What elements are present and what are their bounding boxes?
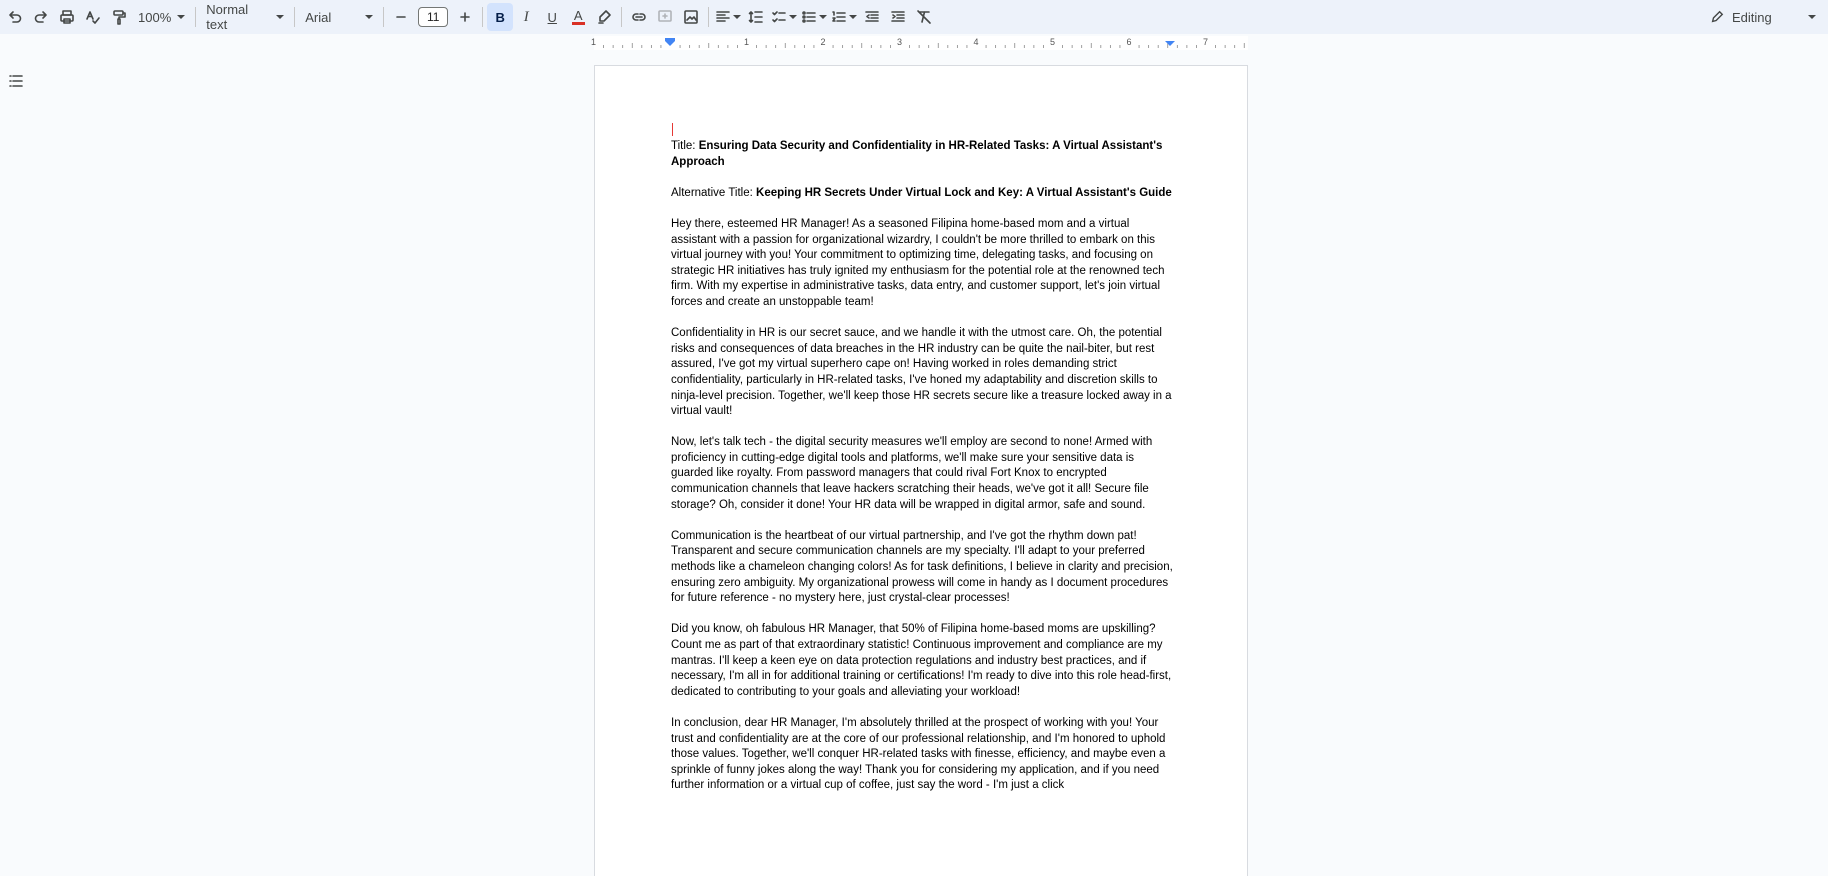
clear-formatting-button[interactable] <box>911 3 937 31</box>
body-paragraph: Hey there, esteemed HR Manager! As a seasoned Filipina home-based mom and a virtual assistant with a passion for organizational wizardry, I couldn't be more thrilled to embark on this virtual journey with you! Your commitment to optimizing time, delegating tasks, and focusing on strategic HR initiatives has truly ignited my enthusiasm for the potential role at the renowned tech firm. With my expertise in administrative tasks, data entry, and customer support, let's join virtual forces and create an unstoppable team! <box>671 217 1165 308</box>
document-title: Ensuring Data Security and Confidentiality in HR-Related Tasks: A Virtual Assistant's Approach <box>671 140 1163 168</box>
text-color-icon: A <box>573 7 583 23</box>
spellcheck-icon <box>85 9 101 25</box>
body-paragraph: Communication is the heartbeat of our virtual partnership, and I've got the rhythm down pat! Transparent and secure communication channels are my specialty. I'll adapt to your preferred methods like a chameleon changing colors! As for task definitions, I believe in clarity and precision, ensuring zero ambiguity. My organizational prowess will come in handy as I document procedures for future reference - no mystery here, just crystal-clear processes! <box>671 529 1173 605</box>
style-select[interactable] <box>200 3 290 31</box>
clear-formatting-icon <box>916 9 932 25</box>
alt-title: Keeping HR Secrets Under Virtual Lock and Key: A Virtual Assistant's Guide <box>756 186 1172 199</box>
redo-icon <box>33 9 49 25</box>
ruler-label: 1 <box>590 37 597 47</box>
font-value: Arial <box>305 9 332 25</box>
add-comment-button[interactable] <box>652 3 678 31</box>
link-icon <box>631 9 647 25</box>
chevron-down-icon <box>789 15 797 19</box>
line-spacing-icon <box>748 9 764 25</box>
zoom-value: 100% <box>138 9 172 25</box>
decrease-indent-icon <box>864 9 880 25</box>
document-body[interactable] <box>671 123 1173 810</box>
plus-icon <box>457 9 473 25</box>
chevron-down-icon <box>177 15 185 19</box>
divider <box>294 7 295 27</box>
print-icon <box>59 9 75 25</box>
bulleted-list-icon <box>801 9 817 25</box>
editing-mode-label: Editing <box>1732 9 1772 25</box>
editing-mode-button[interactable] <box>1710 3 1816 31</box>
insert-link-button[interactable] <box>626 3 652 31</box>
bold-button[interactable] <box>487 3 513 31</box>
document-outline-button[interactable] <box>4 69 28 93</box>
divider <box>482 7 483 27</box>
body-paragraph: Now, let's talk tech - the digital security measures we'll employ are second to none! Armed with proficiency in cutting-edge digital tools and platforms, we'll make sure your sensitive data is guarded like royalty. From password managers that could rival Fort Knox to encrypted communication channels that leave hackers scratching their heads, we've got it all! Secure file storage? Oh, consider it done! Your HR data will be wrapped in digital armor, safe and sound. <box>671 436 1153 511</box>
image-icon <box>683 9 699 25</box>
checklist-icon <box>771 9 787 25</box>
divider <box>383 7 384 27</box>
print-button[interactable] <box>54 3 80 31</box>
italic-icon: I <box>523 8 529 25</box>
undo-button[interactable] <box>2 3 28 31</box>
ruler[interactable] <box>0 34 1828 54</box>
chevron-down-icon <box>276 15 284 19</box>
alt-title-line <box>671 186 1173 202</box>
chevron-down-icon <box>1808 15 1816 19</box>
text-cursor <box>672 123 673 136</box>
highlight-color-button[interactable] <box>591 3 617 31</box>
increase-indent-icon <box>890 9 906 25</box>
insert-image-button[interactable] <box>678 3 704 31</box>
title-line <box>671 139 1173 170</box>
divider <box>621 7 622 27</box>
underline-icon: U <box>547 9 557 25</box>
body-paragraph: Confidentiality in HR is our secret sauce, and we handle it with the utmost care. Oh, the potential risks and consequences of data breaches in the HR industry can be quite the nail-biter, but rest assured, I've got my virtual superhero cape on! Having worked in roles demanding strict confidentiality, particularly in HR-related tasks, I've honed my adaptability and discretion skills to ninja-level precision. Together, we'll keep those HR secrets secure like a treasure locked away in a virtual vault! <box>671 327 1172 418</box>
bulleted-list-button[interactable] <box>799 3 829 31</box>
align-left-icon <box>715 9 731 25</box>
minus-icon <box>393 9 409 25</box>
chevron-down-icon <box>819 15 827 19</box>
bold-icon: B <box>495 9 505 25</box>
ruler-graphic <box>0 34 1828 54</box>
undo-icon <box>7 9 23 25</box>
title-label: Title: <box>671 140 699 152</box>
divider <box>195 7 196 27</box>
ruler-label: 1 <box>743 37 750 47</box>
redo-button[interactable] <box>28 3 54 31</box>
checklist-button[interactable] <box>769 3 799 31</box>
ruler-label: 7 <box>1202 37 1209 47</box>
document-page[interactable] <box>594 65 1248 876</box>
body-paragraph: In conclusion, dear HR Manager, I'm absolutely thrilled at the prospect of working with you! Your trust and confidentiality are at the core of our professional relationship, and I'm honored to uphold those values. Together, we'll conquer HR-related tasks with finesse, efficiency, and maybe even a sprinkle of funny jokes along the way! Thank you for considering my application, and if you need further information or a virtual cup of coffee, just say the word - I'm just a click <box>671 716 1166 792</box>
ruler-label: 6 <box>1126 37 1132 47</box>
increase-indent-button[interactable] <box>885 3 911 31</box>
decrease-font-size-button[interactable] <box>388 3 414 31</box>
ruler-track <box>594 36 1248 50</box>
spellcheck-button[interactable] <box>80 3 106 31</box>
font-select[interactable] <box>299 3 379 31</box>
paint-format-button[interactable] <box>106 3 132 31</box>
ruler-label: 2 <box>820 37 826 47</box>
chevron-down-icon <box>365 15 373 19</box>
paint-format-icon <box>111 9 127 25</box>
comment-icon <box>657 9 673 25</box>
pencil-icon <box>1710 10 1724 24</box>
numbered-list-button[interactable] <box>829 3 859 31</box>
outline-icon <box>8 73 24 89</box>
ruler-label: 4 <box>973 37 979 47</box>
increase-font-size-button[interactable] <box>452 3 478 31</box>
font-size-input[interactable]: 11 <box>418 7 448 27</box>
line-spacing-button[interactable] <box>743 3 769 31</box>
text-color-button[interactable] <box>565 3 591 31</box>
divider <box>708 7 709 27</box>
ruler-label: 5 <box>1049 37 1056 47</box>
align-button[interactable] <box>713 3 743 31</box>
style-value: Normal text <box>206 2 249 32</box>
ruler-label: 3 <box>896 37 903 47</box>
body-paragraph: Did you know, oh fabulous HR Manager, that 50% of Filipina home-based moms are upskilling? Count me as part of that extraordinary statistic! Continuous improvement and compliance are my mantras. I'll keep a keen eye on data protection regulations and industry best practices, and if necessary, I'm all in for additional training or certifications! I'm ready to dive into this role head-first, dedicated to contributing to your goals and alleviating your workload! <box>671 623 1172 698</box>
first-line-indent-marker <box>665 38 675 41</box>
chevron-down-icon <box>849 15 857 19</box>
chevron-down-icon <box>733 15 741 19</box>
alt-title-label: Alternative Title: <box>671 186 757 199</box>
highlighter-icon <box>596 9 612 25</box>
zoom-select[interactable] <box>132 3 191 31</box>
toolbar <box>0 0 1828 34</box>
numbered-list-icon <box>831 9 847 25</box>
italic-button[interactable] <box>513 3 539 31</box>
decrease-indent-button[interactable] <box>859 3 885 31</box>
underline-button[interactable] <box>539 3 565 31</box>
